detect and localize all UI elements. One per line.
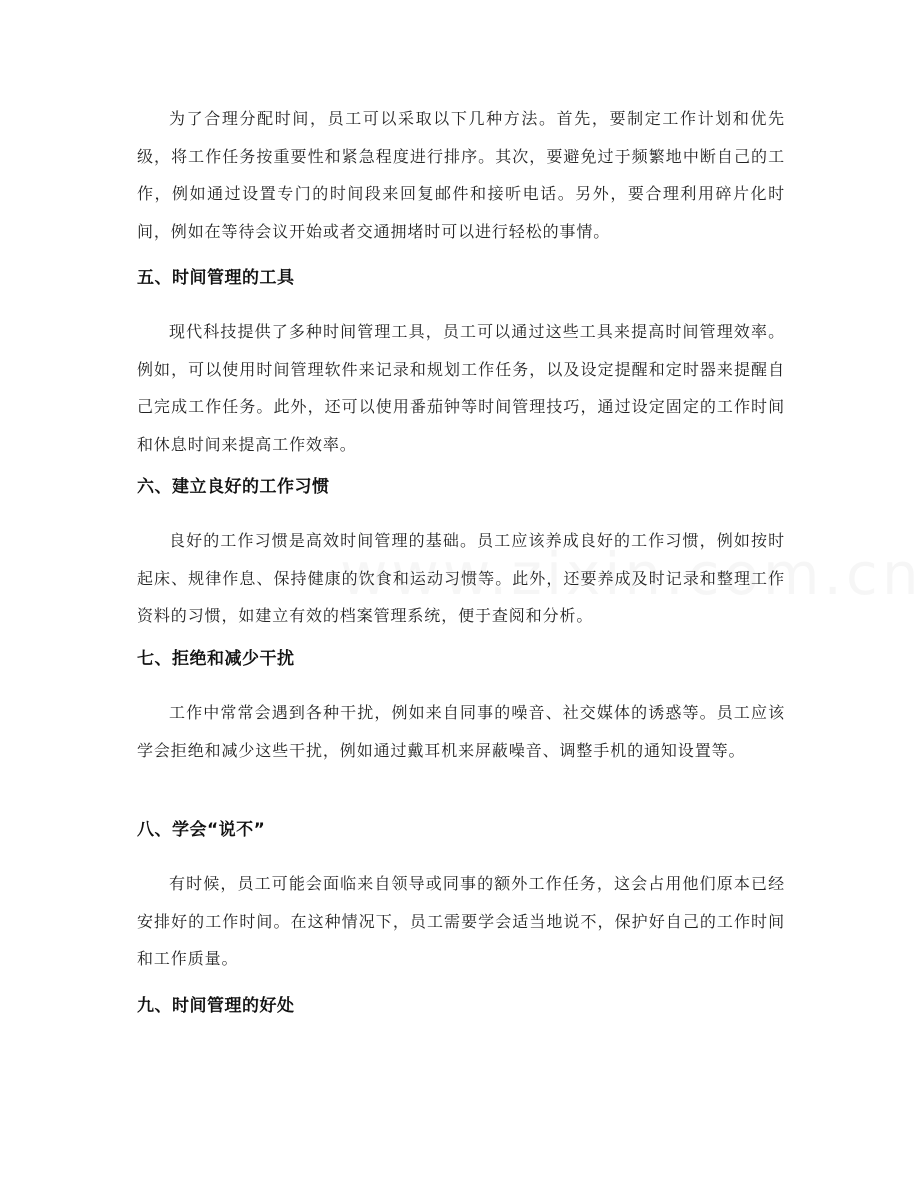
section-paragraph: 有时候，员工可能会面临来自领导或同事的额外工作任务，这会占用他们原本已经安排好的工作时间。在这种情况下，员工需要学会适当地说不，保护好自己的工作时间和工作质量。 (137, 874, 785, 968)
section-interference (137, 646, 785, 769)
section-benefits (137, 993, 785, 1019)
section-heading: 九、时间管理的好处 (137, 996, 295, 1016)
section-heading: 六、建立良好的工作习惯 (137, 477, 330, 497)
section-tools (137, 265, 785, 463)
intro-section (137, 100, 785, 250)
section-paragraph: 工作中常常会遇到各种干扰，例如来自同事的噪音、社交媒体的诱惑等。员工应该学会拒绝和减少这些干扰，例如通过戴耳机来屏蔽噪音、调整手机的通知设置等。 (137, 703, 785, 760)
section-heading: 五、时间管理的工具 (137, 268, 295, 288)
section-paragraph: 现代科技提供了多种时间管理工具，员工可以通过这些工具来提高时间管理效率。例如，可以使用时间管理软件来记录和规划工作任务，以及设定提醒和定时器来提醒自己完成工作任务。此外，还可以使用番茄钟等时间管理技巧，通过设定固定的工作时间和休息时间来提高工作效率。 (137, 322, 785, 454)
section-say-no (137, 817, 785, 978)
section-heading: 八、学会“说不” (137, 820, 266, 840)
intro-paragraph: 为了合理分配时间，员工可以采取以下几种方法。首先，要制定工作计划和优先级，将工作任务按重要性和紧急程度进行排序。其次，要避免过于频繁地中断自己的工作，例如通过设置专门的时间段来回复邮件和接听电话。另外，要合理利用碎片化时间，例如在等待会议开始或者交通拥堵时可以进行轻松的事情。 (137, 109, 785, 241)
section-heading: 七、拒绝和减少干扰 (137, 649, 295, 669)
section-habits (137, 474, 785, 635)
section-paragraph: 良好的工作习惯是高效时间管理的基础。员工应该养成良好的工作习惯，例如按时起床、规律作息、保持健康的饮食和运动习惯等。此外，还要养成及时记录和整理工作资料的习惯，如建立有效的档案管理系统，便于查阅和分析。 (137, 531, 785, 625)
